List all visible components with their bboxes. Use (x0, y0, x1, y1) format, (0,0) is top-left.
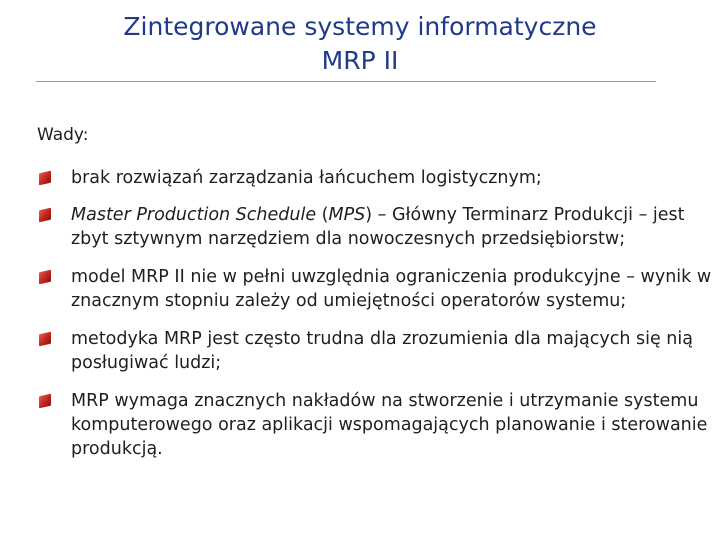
slide-title (0, 10, 720, 78)
red-square-bullet-icon (39, 208, 51, 223)
mps-abbreviation: MPS (328, 205, 366, 225)
red-square-bullet-icon (39, 171, 51, 186)
list-item (38, 327, 712, 375)
list-item (38, 389, 712, 461)
slide-title-line2: MRP II (321, 46, 399, 75)
slide-title-line1: Zintegrowane systemy informatyczne (123, 12, 597, 41)
list-item (38, 166, 712, 190)
list-item (38, 265, 712, 313)
list-item-text: ) – Główny Terminarz Produkcji – jest zbyt sztywnym narzędziem dla nowoczesnych przedsiębiorstw; (71, 205, 685, 249)
list-item-text: metodyka MRP jest często trudna dla zrozumienia dla mających się nią posługiwać ludzi; (71, 329, 693, 373)
red-square-bullet-icon (39, 270, 51, 285)
disadvantages-list (38, 166, 712, 461)
list-item (38, 203, 712, 251)
paren-open: ( (316, 205, 329, 225)
list-item-text: brak rozwiązań zarządzania łańcuchem logistycznym; (71, 168, 542, 188)
title-divider (36, 81, 656, 82)
list-item-text: MRP wymaga znacznych nakładów na stworzenie i utrzymanie systemu komputerowego oraz aplikacji wspomagających planowanie i sterowanie produkcją. (71, 391, 708, 459)
mps-full-name: Master Production Schedule (71, 205, 317, 225)
list-item-text: model MRP II nie w pełni uwzględnia ograniczenia produkcyjne – wynik w znacznym stopniu zależy od umiejętności operatorów systemu; (71, 267, 712, 311)
red-square-bullet-icon (39, 394, 51, 409)
red-square-bullet-icon (39, 332, 51, 347)
intro-label: Wady: (37, 125, 89, 145)
